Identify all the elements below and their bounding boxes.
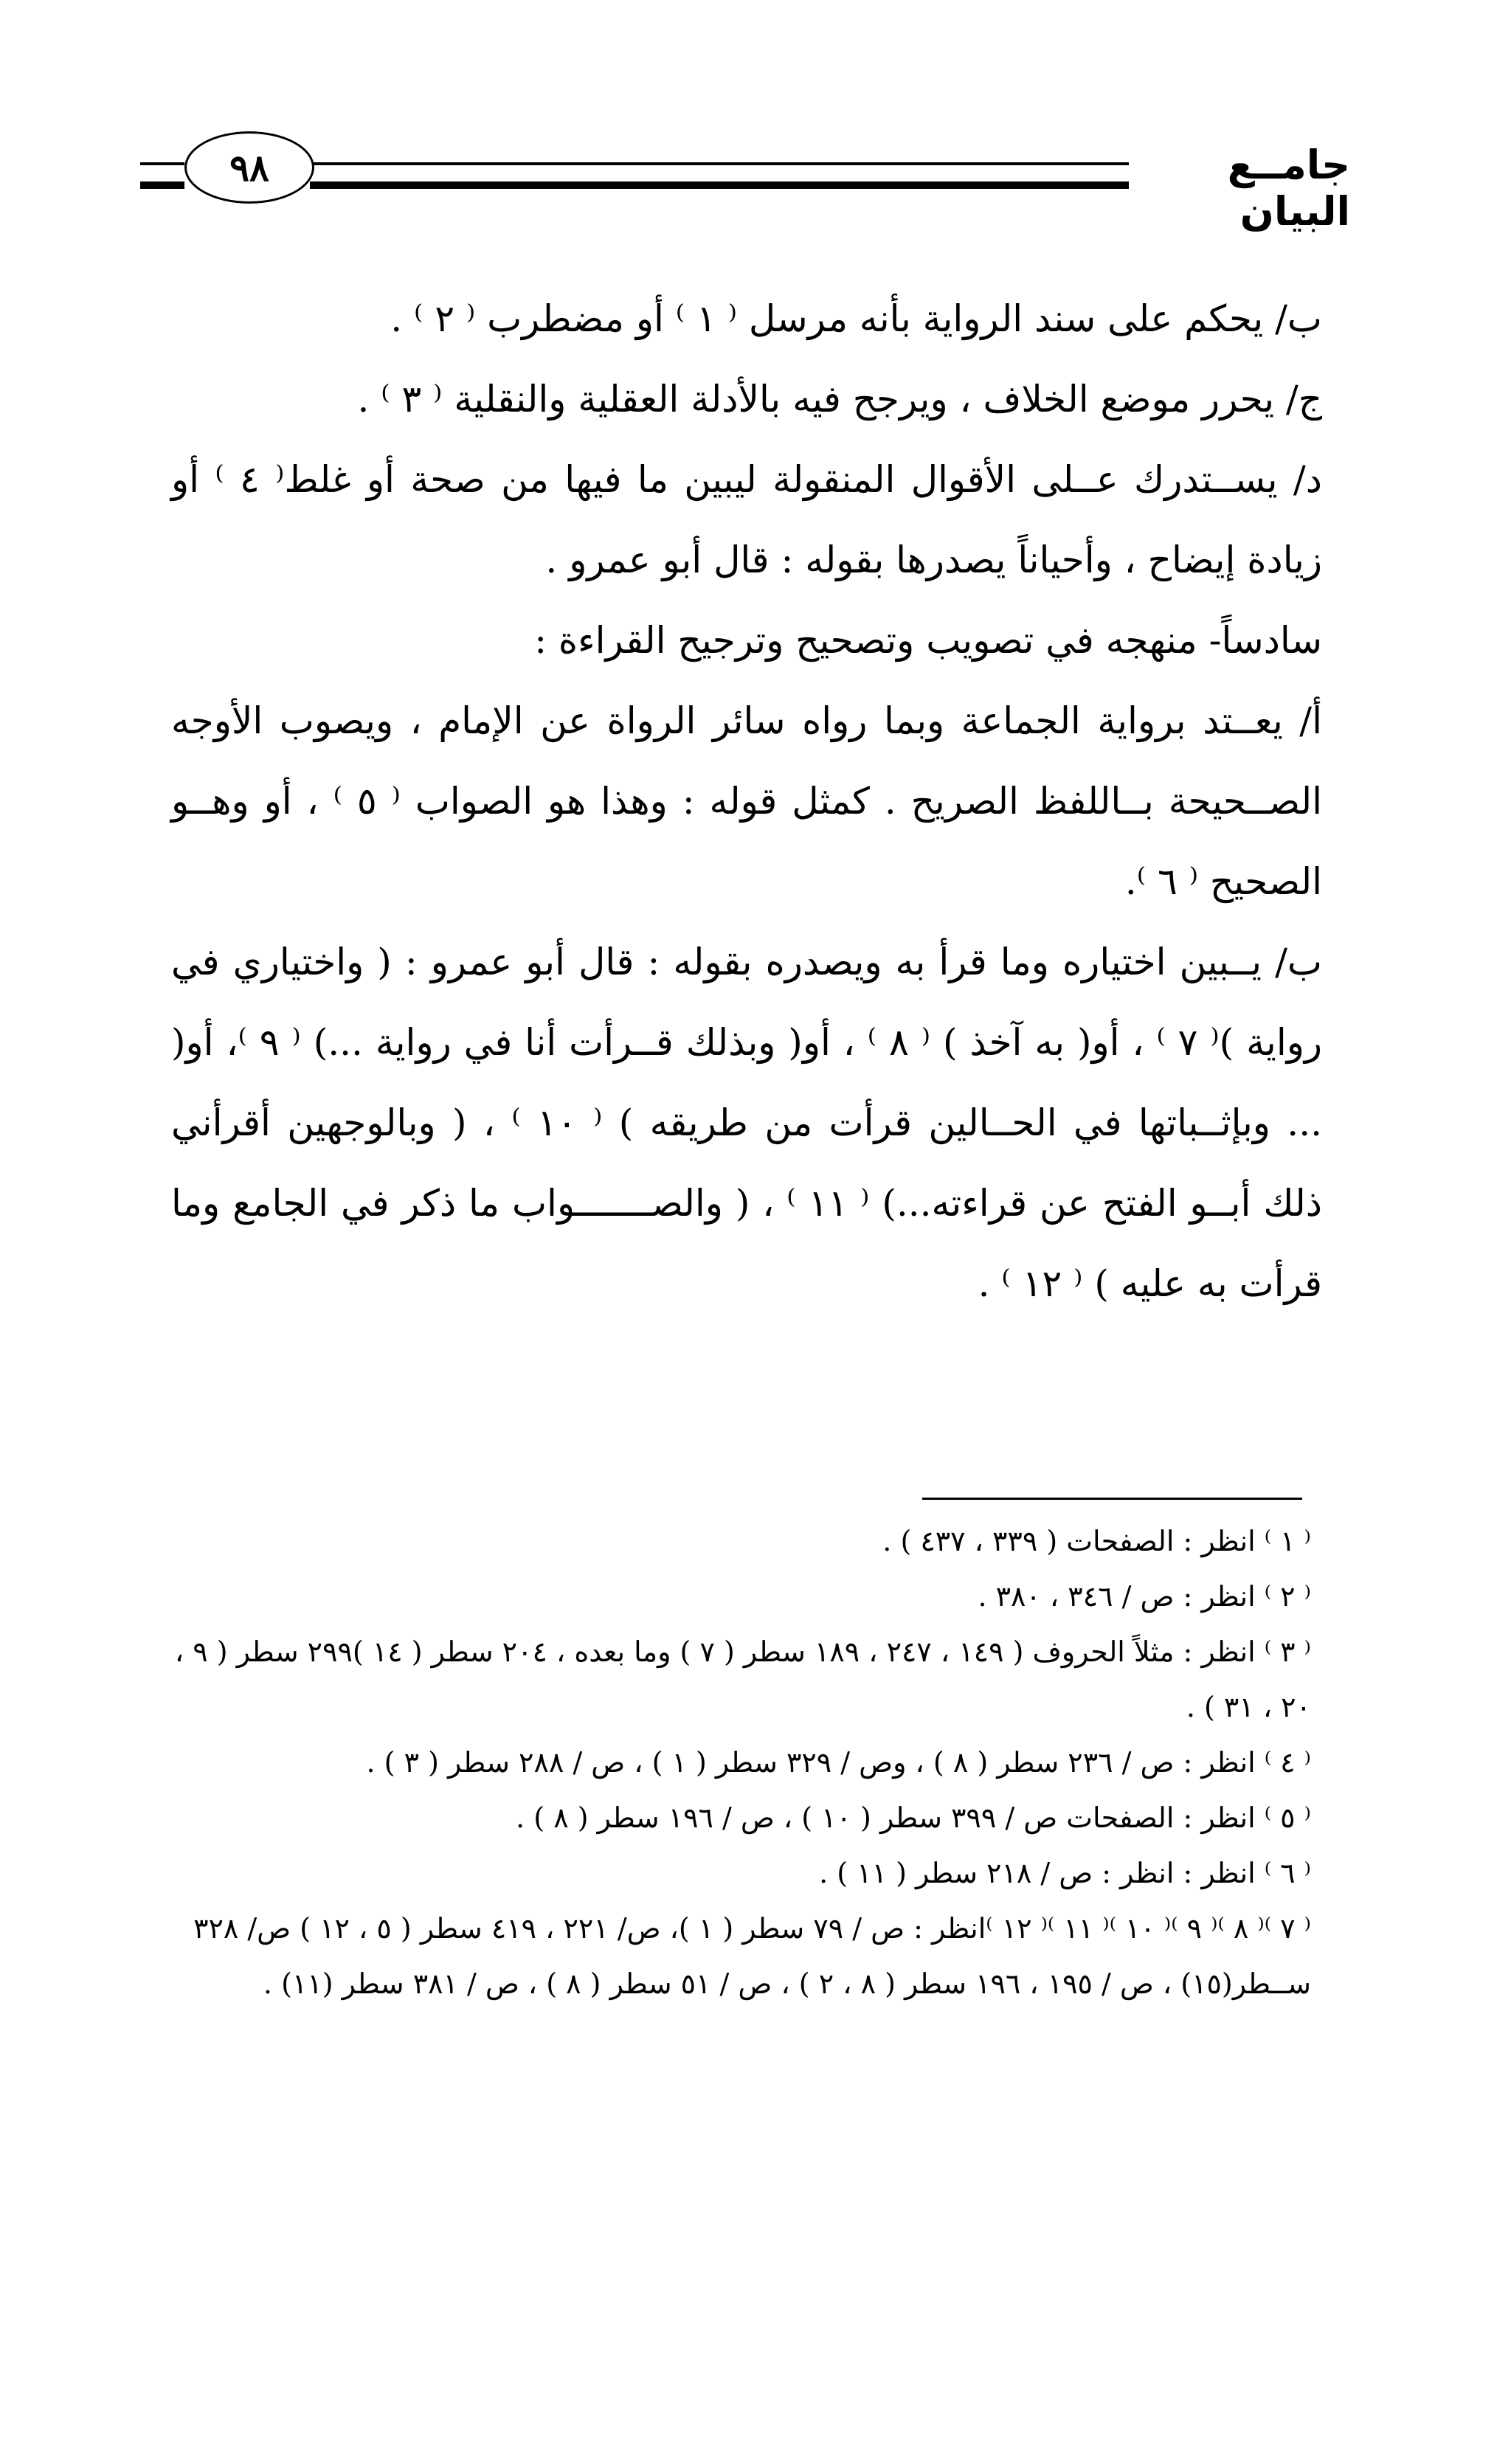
- footnote: ⁽ ٣ ⁾ انظر : مثلاً الحروف ( ١٤٩ ، ٢٤٧ ، ١٨٩ سطر ( ٧ ) وما بعده ، ٢٠٤ سطر ( ١٤ )٢٩٩ سطر ( ٩ ، ٢٠ ، ٣١ ) .: [174, 1636, 1311, 1723]
- section-heading: سادساً- منهجه في تصويب وتصحيح وترجيح القراءة :: [534, 619, 1322, 662]
- header-rule: [310, 162, 1129, 189]
- paragraph: د/ يســتدرك عــلى الأقوال المنقولة ليبين ما فيها من صحة أو غلط⁽ ٤ ⁾ أو زيادة إيضاح ، وأحياناً يصدرها بقوله : قال أبو عمرو .: [171, 458, 1322, 581]
- footnote: ⁽ ٦ ⁾ انظر : انظر : ص / ٢١٨ سطر ( ١١ ) .: [819, 1857, 1311, 1889]
- footnote: ⁽ ٥ ⁾ انظر : الصفحات ص / ٣٩٩ سطر ( ١٠ ) ، ص / ١٩٦ سطر ( ٨ ) .: [516, 1802, 1311, 1834]
- paragraph: ب/ يحكم على سند الرواية بأنه مرسل ⁽ ١ ⁾ أو مضطرب ⁽ ٢ ⁾ .: [390, 297, 1322, 340]
- footnote: ⁽ ١ ⁾ انظر : الصفحات ( ٣٣٩ ، ٤٣٧ ) .: [882, 1525, 1311, 1557]
- footnote: ⁽ ٢ ⁾ انظر : ص / ٣٤٦ ، ٣٨٠ .: [978, 1580, 1311, 1613]
- footnote: ⁽ ٧ ⁾⁽ ٨ ⁾⁽ ٩ ⁾⁽ ١٠ ⁾⁽ ١١ ⁾⁽ ١٢ ⁾انظر : ص / ٧٩ سطر ( ١ )، ص/ ٢٢١ ، ٤١٩ سطر ( ٥ ، ١٢ ) ص/ ٣٢٨ ســطر(١٥) ، ص / ١٩٥ ، ١٩٦ سطر ( ٨ ، ٢ ) ، ص / ٥١ سطر ( ٨ ) ، ص / ٣٨١ سطر (١١) .: [193, 1912, 1311, 2000]
- footnotes: [171, 1514, 1311, 2012]
- footnote: ⁽ ٤ ⁾ انظر : ص / ٢٣٦ سطر ( ٨ ) ، وص / ٣٢٩ سطر ( ١ ) ، ص / ٢٨٨ سطر ( ٣ ) .: [366, 1746, 1311, 1779]
- main-text: [171, 279, 1322, 1324]
- page-number: ٩٨: [184, 131, 314, 204]
- page-header: [140, 131, 1350, 235]
- paragraph: أ/ يعــتد برواية الجماعة وبما رواه سائر الرواة عن الإمام ، ويصوب الأوجه الصــحيحة بــاللفظ الصريح . كمثل قوله : وهذا هو الصواب ⁽ ٥ ⁾ ، أو وهــو الصحيح ⁽ ٦ ⁾.: [171, 699, 1323, 903]
- running-title: جامــع البيان: [1227, 142, 1350, 235]
- paragraph: ب/ يــبين اختياره وما قرأ به ويصدره بقوله : قال أبو عمرو : ( واختياري في رواية )⁽ ٧ ⁾ ، أو( به آخذ ) ⁽ ٨ ⁾ ، أو( وبذلك قــرأت أنا في رواية ...) ⁽ ٩ ⁾، أو( ... وبإثــباتها في الحــالين قرأت من طريقه ) ⁽ ١٠ ⁾ ، ( وبالوجهين أقرأني ذلك أبــو الفتح عن قراءته...) ⁽ ١١ ⁾ ، ( والصـــــــواب ما ذكر في الجامع وما قرأت به عليه ) ⁽ ١٢ ⁾ .: [171, 941, 1323, 1305]
- paragraph: ج/ يحرر موضع الخلاف ، ويرجح فيه بالأدلة العقلية والنقلية ⁽ ٣ ⁾ .: [357, 378, 1322, 421]
- header-rule-left: [140, 162, 184, 189]
- footnote-separator: [922, 1498, 1302, 1500]
